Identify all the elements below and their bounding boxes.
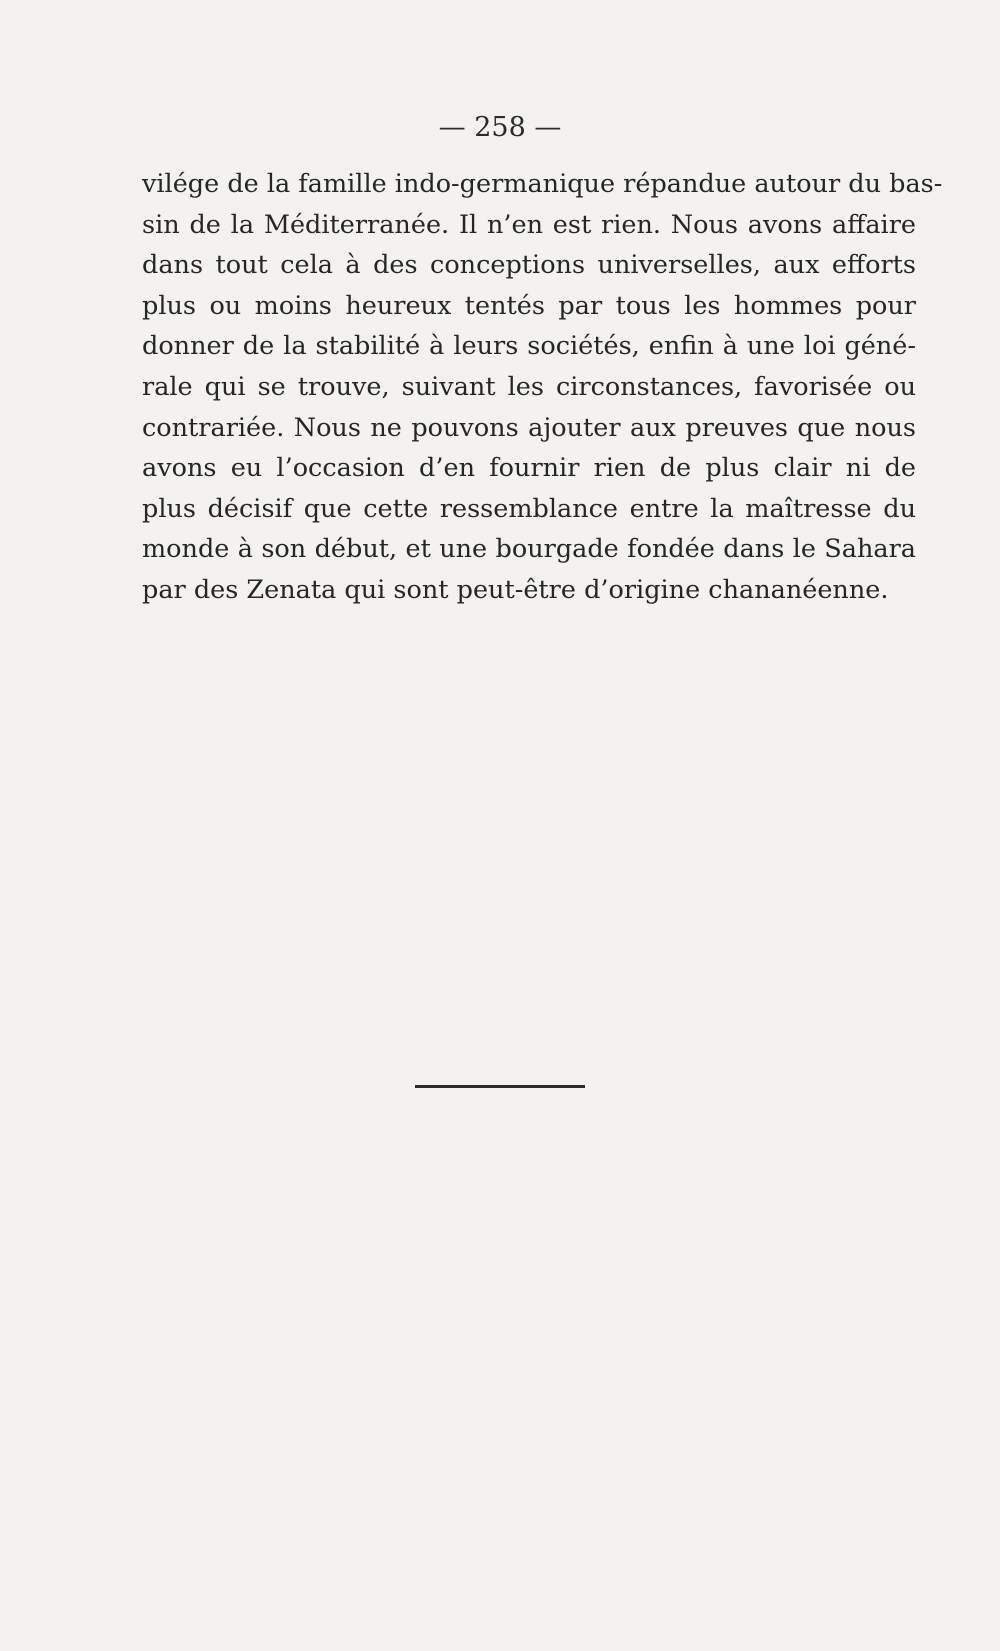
text-line: dans tout cela à des conceptions universelles, aux efforts <box>142 250 916 281</box>
text-line: plus ou moins heureux tentés par tous les hommes pour <box>142 290 916 321</box>
section-end-rule <box>415 1085 585 1088</box>
text-line: avons eu l’occasion d’en fournir rien de plus clair ni de <box>142 453 916 484</box>
text-line: donner de la stabilité à leurs sociétés, enfin à une loi géné- <box>142 331 916 362</box>
text-line: rale qui se trouve, suivant les circonstances, favorisée ou <box>142 371 916 402</box>
text-line: plus décisif que cette ressemblance entre la maîtresse du <box>142 493 916 524</box>
text-line: contrariée. Nous ne pouvons ajouter aux preuves que nous <box>142 412 916 443</box>
text-line: monde à son début, et une bourgade fondée dans le Sahara <box>142 534 916 565</box>
body-text <box>142 164 943 611</box>
page-number: — 258 — <box>438 112 562 143</box>
text-line-last: par des Zenata qui sont peut-être d’origine chananéenne. <box>142 574 889 605</box>
text-line: vilége de la famille indo-germanique répandue autour du bas- <box>142 169 943 199</box>
text-line: sin de la Méditerranée. Il n’en est rien. Nous avons affaire <box>142 209 916 240</box>
